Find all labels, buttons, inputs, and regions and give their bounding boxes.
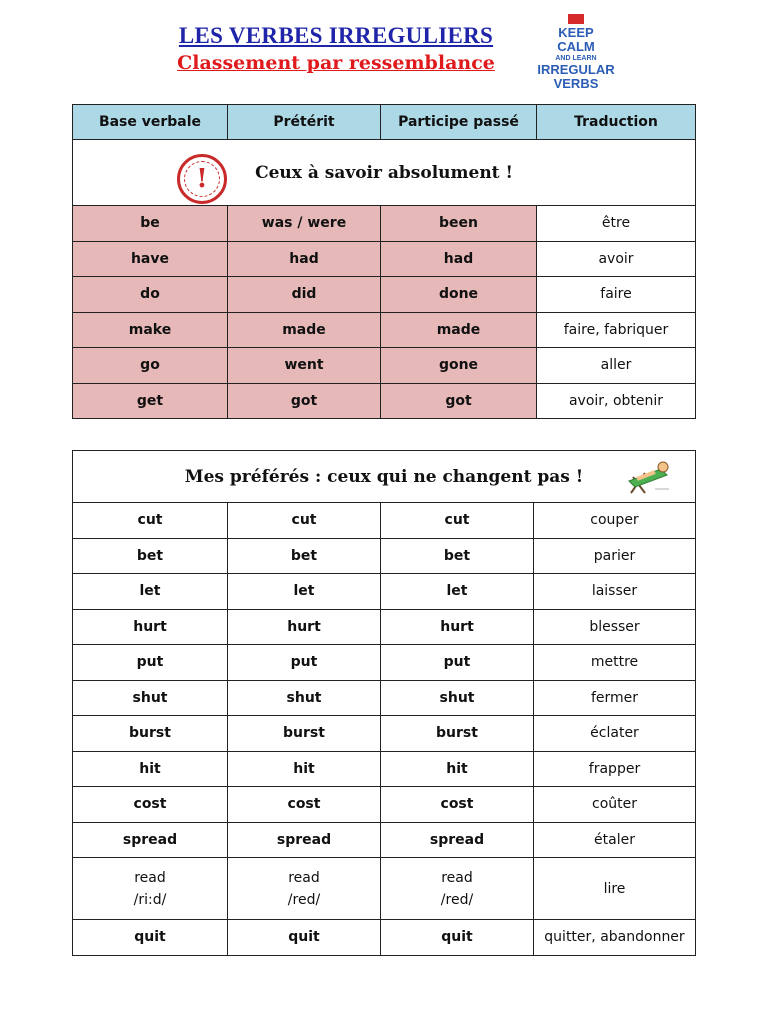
- table-unchanged-verbs: [72, 450, 696, 956]
- cell-traduction: laisser: [534, 574, 696, 610]
- header-traduction: Traduction: [537, 105, 696, 140]
- cell-preterit: did: [228, 277, 381, 313]
- cell-base: bet: [73, 538, 228, 574]
- section-title: Mes préférés : ceux qui ne changent pas !: [184, 466, 584, 487]
- table-row: [73, 383, 696, 419]
- cell-base: cost: [73, 787, 228, 823]
- cell-preterit: let: [228, 574, 381, 610]
- cell-participe: gone: [381, 348, 537, 384]
- cell-participe: hit: [381, 751, 534, 787]
- cell-traduction: éclater: [534, 716, 696, 752]
- cell-base: make: [73, 312, 228, 348]
- page-title: LES VERBES IRREGULIERS: [178, 23, 494, 48]
- badge-line: IRREGULAR: [537, 62, 615, 77]
- badge-line: VERBS: [553, 76, 599, 91]
- deckchair-icon: [625, 459, 673, 495]
- table-header-row: [73, 105, 696, 140]
- table-row: [73, 538, 696, 574]
- cell-preterit: cost: [228, 787, 381, 823]
- cell-preterit: had: [228, 241, 381, 277]
- cell-traduction: mettre: [534, 645, 696, 681]
- cell-traduction: aller: [537, 348, 696, 384]
- table-essential-verbs: [72, 104, 696, 419]
- table-row: [73, 645, 696, 681]
- section-title-row: [73, 451, 696, 503]
- cell-preterit: put: [228, 645, 381, 681]
- cell-preterit: burst: [228, 716, 381, 752]
- cell-base: read: [134, 869, 166, 886]
- cell-base: put: [73, 645, 228, 681]
- cell-participe: spread: [381, 822, 534, 858]
- cell-participe: bet: [381, 538, 534, 574]
- cell-base: shut: [73, 680, 228, 716]
- badge-line: KEEP: [558, 25, 594, 40]
- cell-preterit: cut: [228, 503, 381, 539]
- cell-preterit: made: [228, 312, 381, 348]
- cell-preterit: hit: [228, 751, 381, 787]
- cell-participe: cost: [381, 787, 534, 823]
- table-row: [73, 716, 696, 752]
- header-participe: Participe passé: [381, 105, 537, 140]
- cell-participe: let: [381, 574, 534, 610]
- table-row: [73, 858, 696, 920]
- cell-traduction: fermer: [534, 680, 696, 716]
- cell-base: go: [73, 348, 228, 384]
- table-row: [73, 822, 696, 858]
- cell-traduction: avoir: [537, 241, 696, 277]
- cell-base: have: [73, 241, 228, 277]
- cell-participe: hurt: [381, 609, 534, 645]
- cell-participe: made: [381, 312, 537, 348]
- cell-traduction: faire, fabriquer: [537, 312, 696, 348]
- cell-participe: read: [441, 869, 473, 886]
- cell-pronunciation: /red/: [287, 891, 321, 908]
- cell-base: hit: [73, 751, 228, 787]
- cell-participe: put: [381, 645, 534, 681]
- cell-preterit: spread: [228, 822, 381, 858]
- table-row: [73, 503, 696, 539]
- cell-traduction: blesser: [534, 609, 696, 645]
- crown-icon: [568, 14, 584, 24]
- cell-preterit: went: [228, 348, 381, 384]
- cell-preterit: read: [288, 869, 320, 886]
- cell-preterit: was / were: [228, 206, 381, 242]
- cell-participe: got: [381, 383, 537, 419]
- cell-pronunciation: /red/: [440, 891, 474, 908]
- table-row: [73, 241, 696, 277]
- cell-traduction: avoir, obtenir: [537, 383, 696, 419]
- table-row: [73, 277, 696, 313]
- badge-line: CALM: [557, 39, 595, 54]
- cell-traduction: couper: [534, 503, 696, 539]
- cell-participe: had: [381, 241, 537, 277]
- cell-participe: quit: [381, 920, 534, 956]
- cell-preterit: shut: [228, 680, 381, 716]
- cell-preterit: bet: [228, 538, 381, 574]
- header-preterit: Prétérit: [228, 105, 381, 140]
- section-title-row: [73, 140, 696, 206]
- cell-traduction: lire: [534, 858, 696, 920]
- cell-pronunciation: /ri:d/: [133, 891, 167, 908]
- cell-base: quit: [73, 920, 228, 956]
- cell-participe: burst: [381, 716, 534, 752]
- cell-traduction: coûter: [534, 787, 696, 823]
- cell-traduction: être: [537, 206, 696, 242]
- table-row: [73, 609, 696, 645]
- cell-traduction: faire: [537, 277, 696, 313]
- table-row: [73, 348, 696, 384]
- cell-base: cut: [73, 503, 228, 539]
- cell-base: do: [73, 277, 228, 313]
- cell-traduction: étaler: [534, 822, 696, 858]
- cell-participe: cut: [381, 503, 534, 539]
- cell-traduction: frapper: [534, 751, 696, 787]
- badge-line: AND LEARN: [555, 55, 597, 62]
- table-row: [73, 574, 696, 610]
- cell-preterit: quit: [228, 920, 381, 956]
- table-row: [73, 920, 696, 956]
- table-row: [73, 312, 696, 348]
- cell-traduction: parier: [534, 538, 696, 574]
- table-row: [73, 680, 696, 716]
- cell-traduction: quitter, abandonner: [534, 920, 696, 956]
- cell-base: burst: [73, 716, 228, 752]
- section-title: Ceux à savoir absolument !: [255, 162, 513, 183]
- important-stamp-icon: !: [177, 154, 227, 204]
- cell-participe: been: [381, 206, 537, 242]
- cell-base: hurt: [73, 609, 228, 645]
- cell-base: get: [73, 383, 228, 419]
- keep-calm-badge: [530, 14, 622, 91]
- cell-base: let: [73, 574, 228, 610]
- cell-base: spread: [73, 822, 228, 858]
- cell-preterit: hurt: [228, 609, 381, 645]
- cell-base: be: [73, 206, 228, 242]
- cell-participe: done: [381, 277, 537, 313]
- table-row: [73, 751, 696, 787]
- page-subtitle: Classement par ressemblance: [177, 52, 495, 74]
- table-row: [73, 787, 696, 823]
- header-base: Base verbale: [73, 105, 228, 140]
- table-row: [73, 206, 696, 242]
- cell-participe: shut: [381, 680, 534, 716]
- cell-preterit: got: [228, 383, 381, 419]
